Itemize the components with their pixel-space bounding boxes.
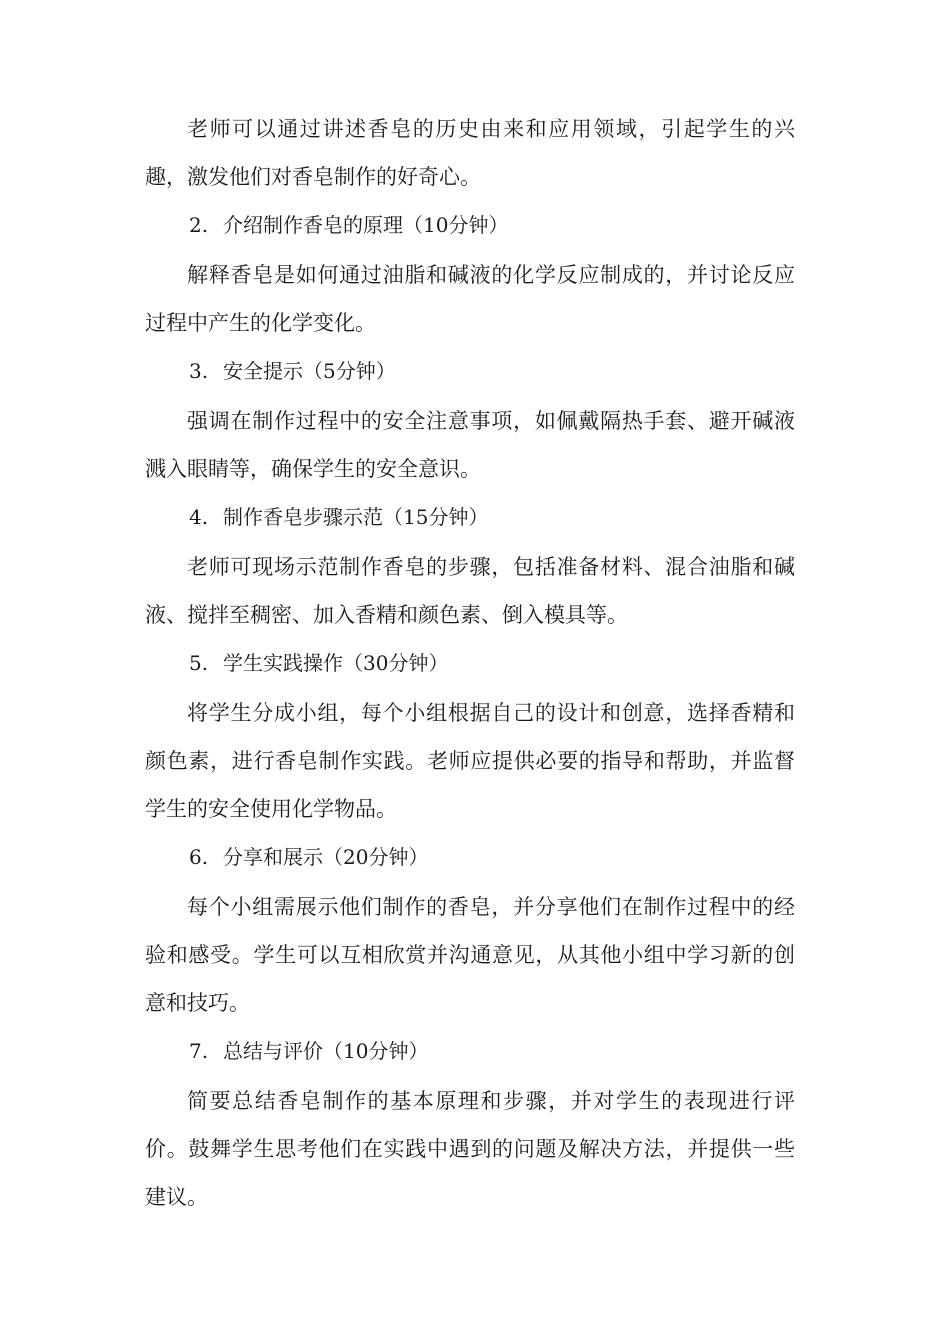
section-3 [145, 347, 795, 493]
section-heading [145, 347, 795, 395]
section-title: 介绍制作香皂的原理（10分钟） [223, 213, 509, 237]
section-number: 7. [189, 1039, 209, 1063]
section-paragraph: 简要总结香皂制作的基本原理和步骤，并对学生的表现进行评价。鼓舞学生思考他们在实践中遇到的问题及解决方法，并提供一些建议。 [145, 1089, 795, 1209]
section-number: 4. [189, 505, 209, 529]
section-title: 安全提示（5分钟） [223, 359, 396, 383]
section-paragraph: 将学生分成小组，每个小组根据自己的设计和创意，选择香精和颜色素，进行香皂制作实践。老师应提供必要的指导和帮助，并监督学生的安全使用化学物品。 [145, 701, 795, 821]
section-2 [145, 201, 795, 347]
section-number: 3. [189, 359, 209, 383]
section-6 [145, 833, 795, 1027]
section-heading [145, 493, 795, 541]
intro-paragraph: 老师可以通过讲述香皂的历史由来和应用领域，引起学生的兴趣，激发他们对香皂制作的好奇心。 [145, 117, 795, 189]
section-number: 5. [189, 651, 209, 675]
document-body [145, 105, 795, 1221]
section-title: 学生实践操作（30分钟） [223, 651, 449, 675]
section-paragraph: 每个小组需展示他们制作的香皂，并分享他们在制作过程中的经验和感受。学生可以互相欣赏并沟通意见，从其他小组中学习新的创意和技巧。 [145, 895, 795, 1015]
section-number: 6. [189, 845, 209, 869]
section-number: 2. [189, 213, 209, 237]
section-paragraph: 解释香皂是如何通过油脂和碱液的化学反应制成的，并讨论反应过程中产生的化学变化。 [145, 263, 795, 335]
section-title: 总结与评价（10分钟） [223, 1039, 429, 1063]
section-title: 制作香皂步骤示范（15分钟） [223, 505, 489, 529]
section-title: 分享和展示（20分钟） [223, 845, 429, 869]
section-heading [145, 201, 795, 249]
section-paragraph: 老师可现场示范制作香皂的步骤，包括准备材料、混合油脂和碱液、搅拌至稠密、加入香精和颜色素、倒入模具等。 [145, 555, 795, 627]
section-4 [145, 493, 795, 639]
section-5 [145, 639, 795, 833]
section-7 [145, 1027, 795, 1221]
section-heading [145, 833, 795, 881]
section-heading [145, 1027, 795, 1075]
section-paragraph: 强调在制作过程中的安全注意事项，如佩戴隔热手套、避开碱液溅入眼睛等，确保学生的安全意识。 [145, 409, 795, 481]
section-heading [145, 639, 795, 687]
